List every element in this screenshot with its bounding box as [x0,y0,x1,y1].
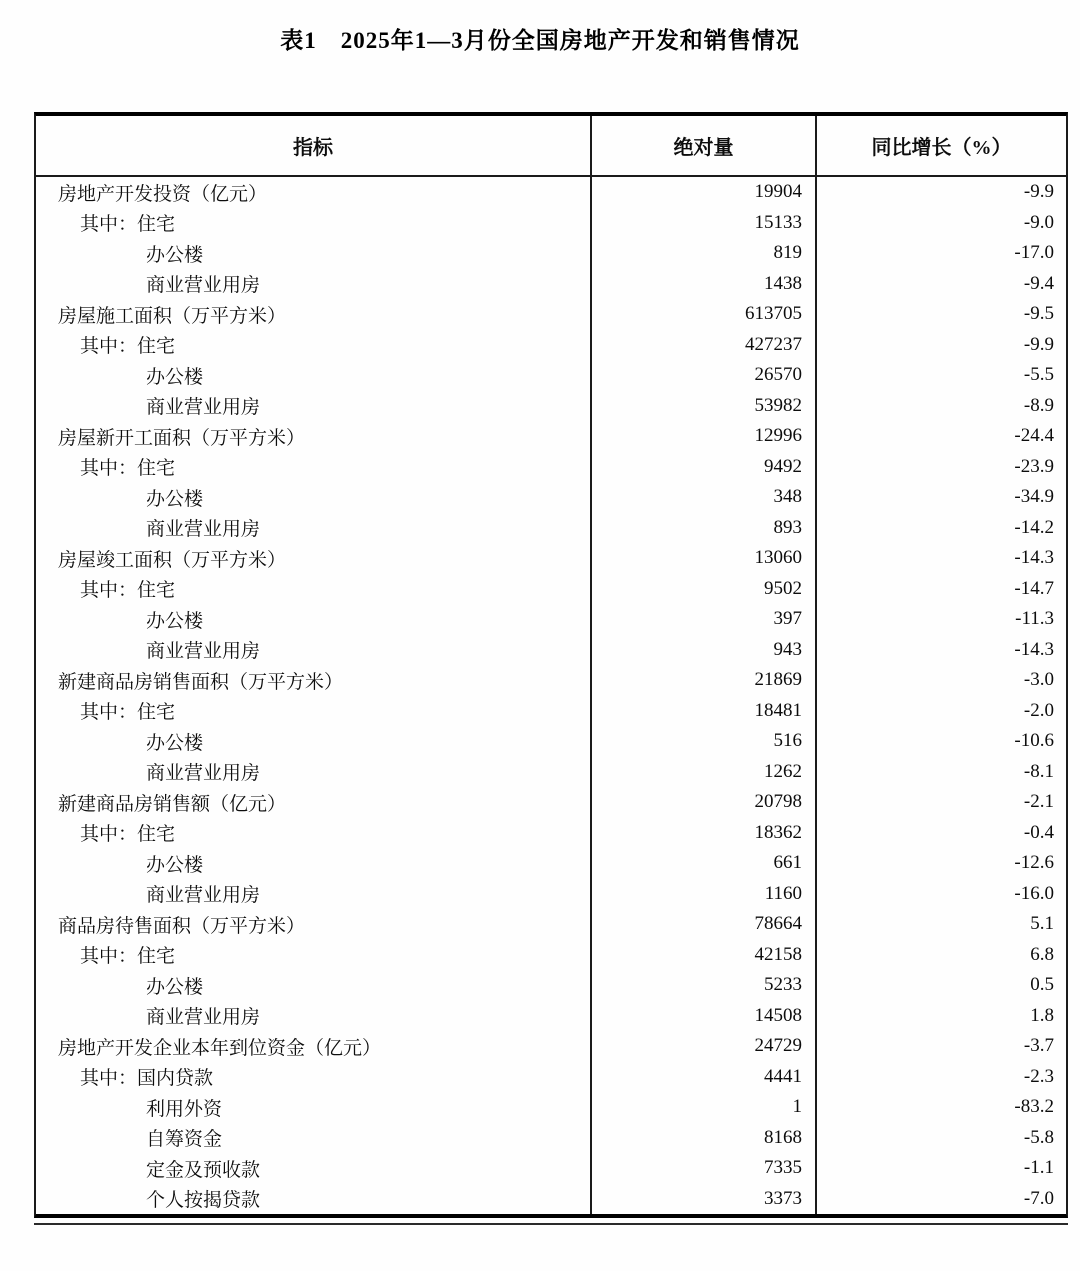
table-row [36,665,1066,696]
table-header-row [36,116,1066,177]
table-row [36,604,1066,635]
table-row [36,1031,1066,1062]
row-absolute-value: 13060 [592,543,817,574]
row-growth-value: -9.4 [1023,272,1054,294]
row-label: 办公楼 [36,726,592,757]
table-row [36,482,1066,513]
row-absolute-value: 4441 [592,1062,817,1093]
table-row [36,269,1066,300]
row-growth-value: -3.0 [1023,669,1054,691]
row-growth-value: -9.5 [1023,303,1054,325]
row-absolute-value: 819 [592,238,817,269]
row-absolute-value: 24729 [592,1031,817,1062]
table-row [36,1184,1066,1215]
row-absolute-value: 12996 [592,421,817,452]
row-label: 其中：住宅 [36,208,592,239]
row-label: 其中：国内贷款 [36,1062,592,1093]
table-row [36,421,1066,452]
row-absolute-value: 14508 [592,1001,817,1032]
table-row [36,208,1066,239]
row-label: 自筹资金 [36,1123,592,1154]
table-row [36,940,1066,971]
row-absolute-value: 9492 [592,452,817,483]
row-label: 其中：住宅 [36,696,592,727]
row-label: 商业营业用房 [36,757,592,788]
row-growth-value: 5.1 [1030,913,1054,935]
table-row [36,848,1066,879]
row-growth-value: -23.9 [1014,455,1054,477]
row-growth-value: -3.7 [1023,1035,1054,1057]
row-growth-value: -2.0 [1023,699,1054,721]
row-absolute-value: 18362 [592,818,817,849]
table-row [36,1153,1066,1184]
row-growth-value: -12.6 [1014,852,1054,874]
row-absolute-value: 1262 [592,757,817,788]
table-row [36,696,1066,727]
table-row [36,1123,1066,1154]
row-label: 商业营业用房 [36,391,592,422]
row-absolute-value: 1438 [592,269,817,300]
table-row [36,238,1066,269]
row-label: 商业营业用房 [36,513,592,544]
row-absolute-value: 9502 [592,574,817,605]
row-growth-value: -1.1 [1023,1157,1054,1179]
row-label: 其中：住宅 [36,818,592,849]
row-label: 新建商品房销售面积（万平方米） [36,665,592,696]
row-absolute-value: 19904 [592,177,817,208]
row-label: 办公楼 [36,360,592,391]
table-row [36,452,1066,483]
row-absolute-value: 427237 [592,330,817,361]
row-absolute-value: 661 [592,848,817,879]
table-row [36,299,1066,330]
row-growth-value: -9.9 [1023,333,1054,355]
row-label: 其中：住宅 [36,940,592,971]
row-label: 商业营业用房 [36,879,592,910]
row-label: 房屋竣工面积（万平方米） [36,543,592,574]
row-growth-value: -16.0 [1014,882,1054,904]
row-absolute-value: 516 [592,726,817,757]
row-label: 商业营业用房 [36,635,592,666]
row-growth-value: 1.8 [1030,1004,1054,1026]
row-label: 商业营业用房 [36,269,592,300]
row-growth-value: -17.0 [1014,242,1054,264]
table-row [36,970,1066,1001]
row-label: 房屋新开工面积（万平方米） [36,421,592,452]
row-growth-value: -14.3 [1014,547,1054,569]
column-header-indicator: 指标 [36,116,592,175]
table-row [36,879,1066,910]
row-growth-value: -14.3 [1014,638,1054,660]
table-row [36,177,1066,208]
row-growth-value: -14.2 [1014,516,1054,538]
data-table [34,112,1068,1218]
row-label: 商业营业用房 [36,1001,592,1032]
row-label: 房地产开发企业本年到位资金（亿元） [36,1031,592,1062]
table-row [36,1062,1066,1093]
row-absolute-value: 1 [592,1092,817,1123]
row-growth-value: -10.6 [1014,730,1054,752]
row-label: 新建商品房销售额（亿元） [36,787,592,818]
row-absolute-value: 613705 [592,299,817,330]
row-label: 定金及预收款 [36,1153,592,1184]
row-absolute-value: 7335 [592,1153,817,1184]
column-header-absolute: 绝对量 [592,116,817,175]
row-growth-value: -9.9 [1023,181,1054,203]
row-absolute-value: 53982 [592,391,817,422]
row-label: 房屋施工面积（万平方米） [36,299,592,330]
table-row [36,1001,1066,1032]
row-label: 商品房待售面积（万平方米） [36,909,592,940]
table-row [36,1092,1066,1123]
row-growth-value: -2.1 [1023,791,1054,813]
row-growth-value: -24.4 [1014,425,1054,447]
row-growth-value: -14.7 [1014,577,1054,599]
table-row [36,909,1066,940]
table-row [36,360,1066,391]
table-row [36,543,1066,574]
row-absolute-value: 21869 [592,665,817,696]
table-row [36,574,1066,605]
table-row [36,757,1066,788]
row-absolute-value: 8168 [592,1123,817,1154]
row-growth-value: -0.4 [1023,821,1054,843]
row-growth-value: -2.3 [1023,1065,1054,1087]
row-growth-value: -5.5 [1023,364,1054,386]
table-row [36,513,1066,544]
row-label: 办公楼 [36,604,592,635]
row-absolute-value: 18481 [592,696,817,727]
row-growth-value: 0.5 [1030,974,1054,996]
row-label: 利用外资 [36,1092,592,1123]
row-label: 房地产开发投资（亿元） [36,177,592,208]
row-absolute-value: 1160 [592,879,817,910]
row-label: 个人按揭贷款 [36,1184,592,1215]
row-absolute-value: 397 [592,604,817,635]
row-growth-value: 6.8 [1030,943,1054,965]
row-label: 其中：住宅 [36,574,592,605]
row-growth-value: -8.9 [1023,394,1054,416]
table-row [36,391,1066,422]
row-label: 其中：住宅 [36,330,592,361]
table-body [36,177,1066,1214]
row-label: 其中：住宅 [36,452,592,483]
row-label: 办公楼 [36,238,592,269]
table-row [36,635,1066,666]
row-growth-value: -9.0 [1023,211,1054,233]
row-growth-value: -83.2 [1014,1096,1054,1118]
column-header-growth: 同比增长（%） [871,137,1012,159]
row-label: 办公楼 [36,970,592,1001]
row-label: 办公楼 [36,848,592,879]
row-growth-value: -11.3 [1015,608,1054,630]
row-absolute-value: 943 [592,635,817,666]
row-growth-value: -7.0 [1023,1187,1054,1209]
table-row [36,787,1066,818]
row-absolute-value: 15133 [592,208,817,239]
page-title: 表1 2025年1—3月份全国房地产开发和销售情况 [280,28,800,53]
row-absolute-value: 26570 [592,360,817,391]
row-growth-value: -34.9 [1014,486,1054,508]
row-absolute-value: 348 [592,482,817,513]
row-absolute-value: 3373 [592,1184,817,1215]
row-label: 办公楼 [36,482,592,513]
table-row [36,726,1066,757]
bottom-rule [34,1223,1068,1225]
row-growth-value: -8.1 [1023,760,1054,782]
row-growth-value: -5.8 [1023,1126,1054,1148]
row-absolute-value: 42158 [592,940,817,971]
table-row [36,330,1066,361]
row-absolute-value: 893 [592,513,817,544]
table-row [36,818,1066,849]
row-absolute-value: 78664 [592,909,817,940]
row-absolute-value: 5233 [592,970,817,1001]
row-absolute-value: 20798 [592,787,817,818]
